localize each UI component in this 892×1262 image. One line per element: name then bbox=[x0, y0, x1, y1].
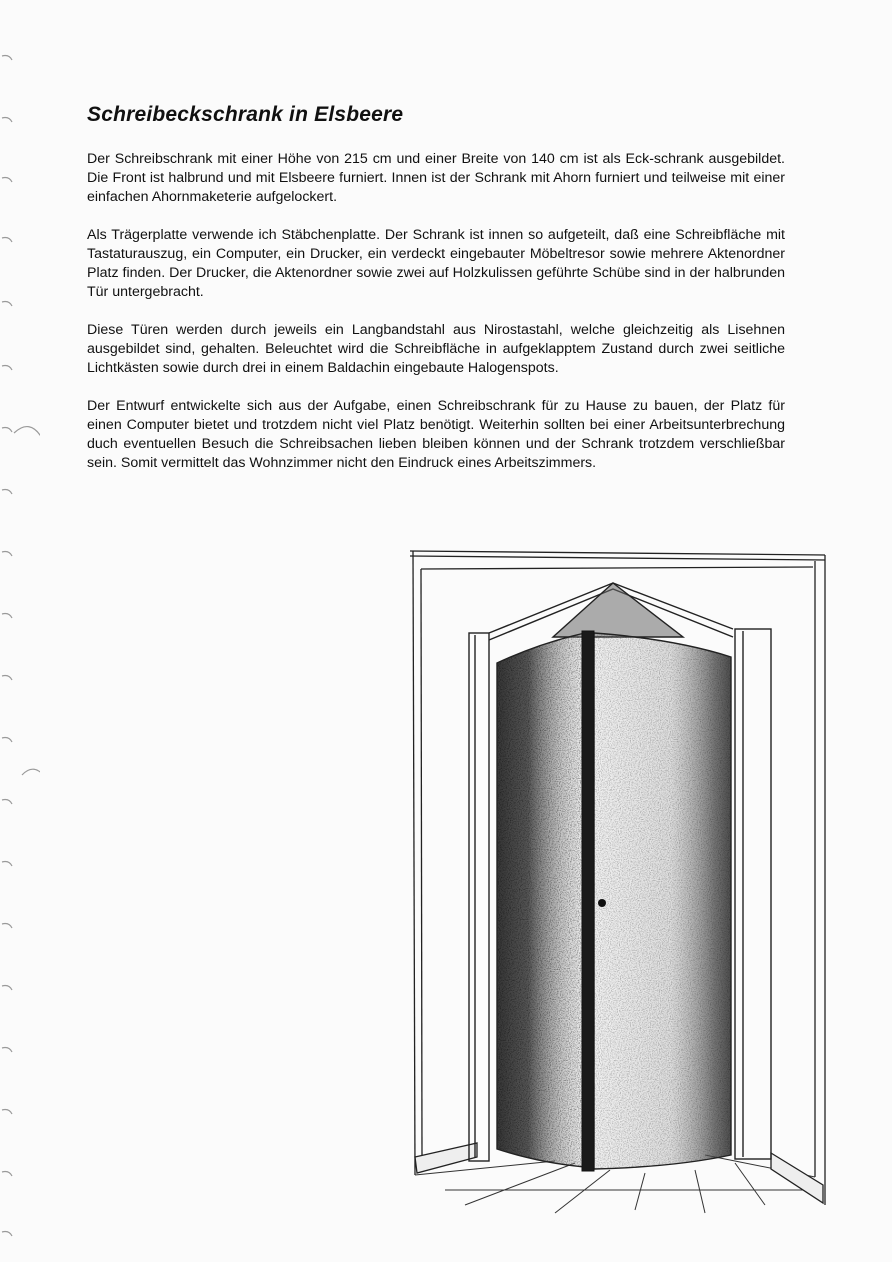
door-fronts bbox=[485, 625, 745, 1185]
cabinet-drawing bbox=[405, 545, 835, 1215]
paragraph-intro: Der Schreibschrank mit einer Höhe von 215 cm und einer Breite von 140 cm ist als Eck-schrank ausgebildet. Die Front ist halbrund und mit Elsbeere furniert. Innen ist der Schrank mit Ahorn furniert und teilweise mit einer einfachen Ahornmaketerie aufgelockert. bbox=[87, 151, 785, 205]
body-text bbox=[87, 150, 785, 492]
binder-margin-marks bbox=[0, 0, 40, 1262]
paragraph-doors-lighting: Diese Türen werden durch jeweils ein Langbandstahl aus Nirostastahl, welche gleichzeitig als Lisehnen ausgebildet sind, gehalten. Beleuchtet wird die Schreibfläche in aufgeklapptem Zustand durch zwei seitliche Lichtkästen sowie durch drei in einem Baldachin eingebaute Halogenspots. bbox=[87, 322, 785, 376]
paragraph-construction: Als Trägerplatte verwende ich Stäbchenplatte. Der Schrank ist innen so aufgeteilt, daß eine Schreibfläche mit Tastaturauszug, ein Computer, ein Drucker, ein verdeckt eingebauter Möbeltresor sowie mehrere Aktenordner Platz finden. Der Drucker, die Aktenordner sowie zwei auf Holzkulissen geführte Schübe sind in der halbrunden Tür untergebracht. bbox=[87, 227, 785, 300]
page-title: Schreibeckschrank in Elsbeere bbox=[87, 103, 404, 126]
paragraph-design: Der Entwurf entwickelte sich aus der Aufgabe, einen Schreibschrank für zu Hause zu bauen, der Platz für einen Computer bietet und trotzdem nicht viel Platz benötigt. Weiterhin sollten bei einer Arbeitsunterbrechung duch eventuellen Besuch die Schreibsachen lieben bleiben können und der Schrank trotzdem verschließbar sein. Somit vermittelt das Wohnzimmer nicht den Eindruck eines Arbeitszimmers. bbox=[87, 398, 785, 471]
